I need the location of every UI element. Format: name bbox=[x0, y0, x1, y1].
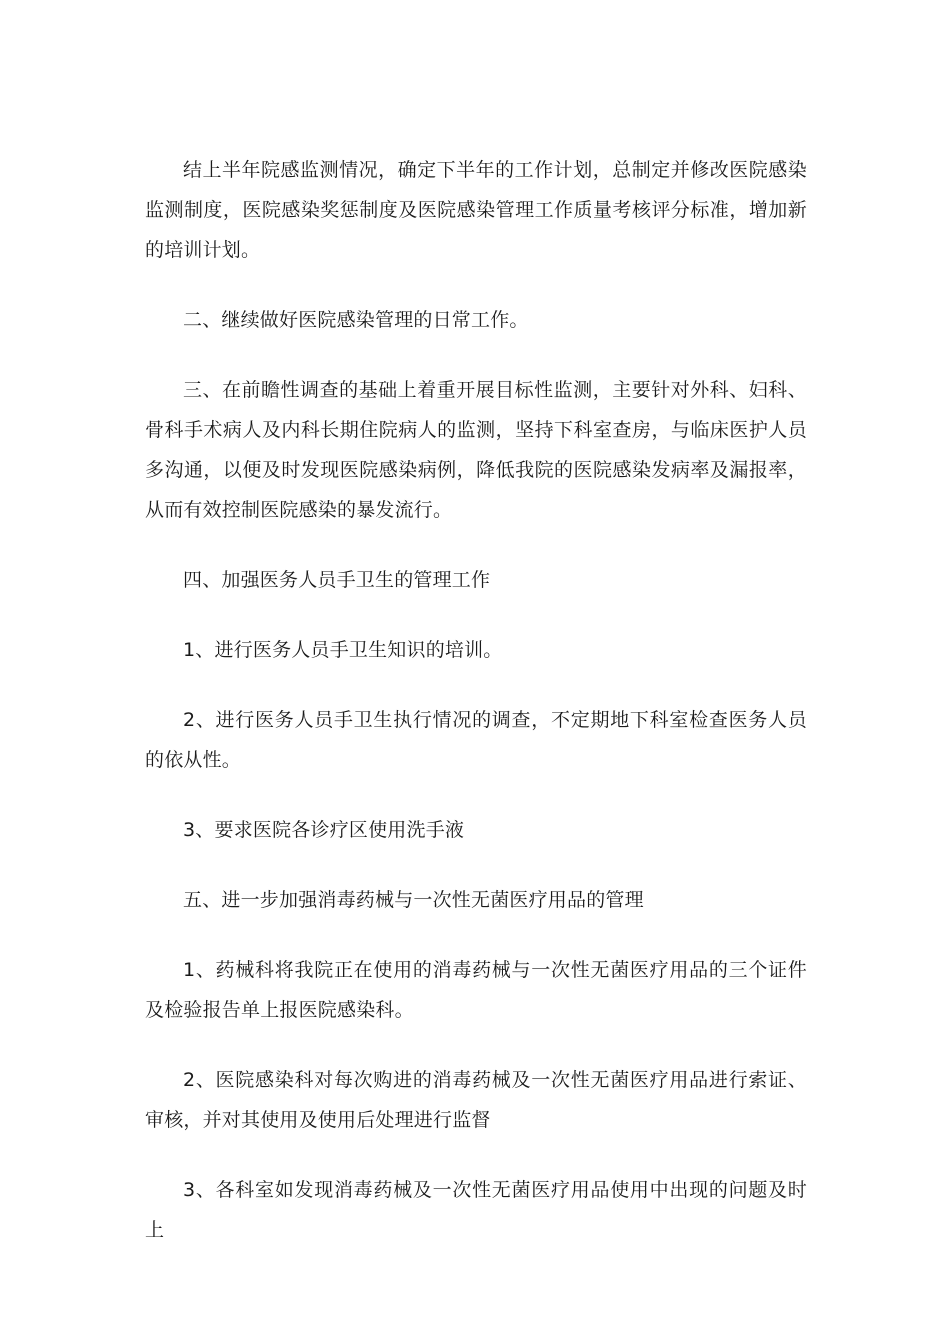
paragraph-section-5-item-2: 2、医院感染科对每次购进的消毒药械及一次性无菌医疗用品进行索证、审核，并对其使用及使用后处理进行监督 bbox=[145, 1069, 807, 1131]
paragraph-section-4-heading: 四、加强医务人员手卫生的管理工作 bbox=[183, 569, 491, 591]
paragraph-section-5-item-3: 3、各科室如发现消毒药械及一次性无菌医疗用品使用中出现的问题及时上 bbox=[145, 1179, 807, 1241]
paragraph-section-5-heading: 五、进一步加强消毒药械与一次性无菌医疗用品的管理 bbox=[183, 889, 644, 911]
paragraph-section-4-item-2: 2、进行医务人员手卫生执行情况的调查，不定期地下科室检查医务人员的依从性。 bbox=[145, 709, 807, 771]
paragraph-section-3: 三、在前瞻性调查的基础上着重开展目标性监测，主要针对外科、妇科、骨科手术病人及内科长期住院病人的监测，坚持下科室查房，与临床医护人员多沟通，以便及时发现医院感染病例，降低我院的医院感染发病率及漏报率，从而有效控制医院感染的暴发流行。 bbox=[145, 379, 807, 521]
paragraph-section-4-item-1: 1、进行医务人员手卫生知识的培训。 bbox=[183, 639, 503, 661]
document-body bbox=[145, 150, 807, 1280]
paragraph-section-5-item-1: 1、药械科将我院正在使用的消毒药械与一次性无菌医疗用品的三个证件及检验报告单上报医院感染科。 bbox=[145, 959, 807, 1021]
paragraph-plan-summary: 结上半年院感监测情况，确定下半年的工作计划，总制定并修改医院感染监测制度，医院感染奖惩制度及医院感染管理工作质量考核评分标准，增加新的培训计划。 bbox=[145, 159, 807, 261]
paragraph-section-2: 二、继续做好医院感染管理的日常工作。 bbox=[183, 309, 529, 331]
paragraph-section-4-item-3: 3、要求医院各诊疗区使用洗手液 bbox=[183, 819, 465, 841]
